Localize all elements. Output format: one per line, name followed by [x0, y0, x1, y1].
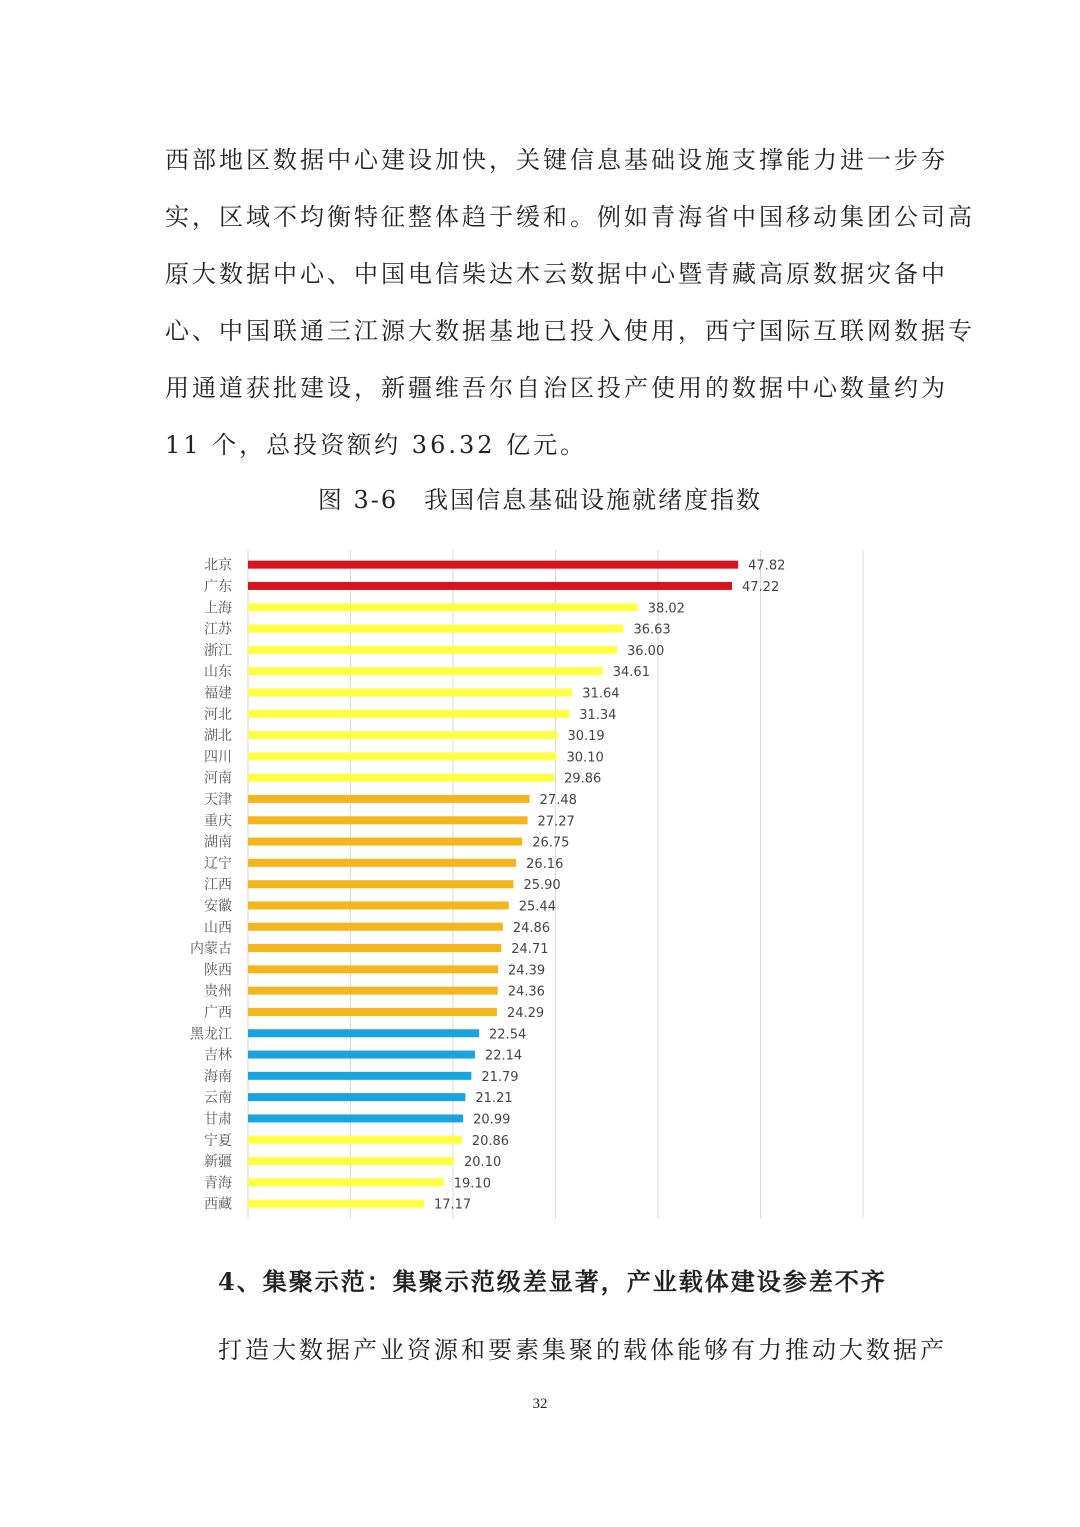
category-label: 宁夏	[204, 1132, 232, 1149]
bar	[248, 1178, 444, 1186]
category-label: 浙江	[204, 642, 232, 659]
data-label: 34.61	[612, 665, 650, 681]
data-label: 22.14	[484, 1048, 523, 1064]
category-label: 陕西	[204, 962, 232, 979]
data-label: 24.39	[507, 963, 546, 979]
category-label: 贵州	[204, 983, 232, 1000]
bar	[248, 816, 528, 824]
category-label: 河南	[204, 770, 232, 787]
data-label: 20.99	[473, 1112, 511, 1128]
bar	[248, 731, 557, 739]
data-label: 21.21	[475, 1091, 513, 1107]
section-heading: 4、集聚示范：集聚示范级差显著，产业载体建设参差不齐	[218, 1267, 887, 1296]
bar	[248, 625, 623, 633]
category-label: 广西	[204, 1004, 232, 1021]
bar	[248, 1114, 463, 1122]
category-label: 广东	[204, 578, 232, 595]
data-label: 24.29	[506, 1005, 545, 1021]
bar	[248, 1200, 424, 1208]
bar	[248, 1029, 479, 1037]
bar	[248, 880, 513, 888]
data-label: 22.54	[489, 1027, 527, 1043]
category-label: 江苏	[204, 621, 232, 638]
bar	[248, 1072, 471, 1080]
figure-caption: 图 3-6 我国信息基础设施就绪度指数	[317, 486, 763, 514]
data-label: 24.71	[511, 942, 549, 958]
category-label: 黑龙江	[190, 1026, 232, 1043]
bar	[248, 923, 503, 931]
category-label: 甘肃	[204, 1111, 232, 1128]
data-label: 20.10	[464, 1155, 502, 1171]
paragraph-line: 打造大数据产业资源和要素集聚的载体能够有力推动大数据产	[218, 1336, 947, 1364]
category-label: 新疆	[204, 1154, 232, 1171]
category-label: 安徽	[204, 898, 232, 915]
chart-container	[160, 548, 880, 1220]
category-label: 海南	[204, 1068, 232, 1085]
data-label: 47.82	[748, 558, 786, 574]
category-label: 北京	[204, 557, 232, 574]
data-label: 31.64	[582, 686, 620, 702]
data-label: 24.86	[512, 920, 551, 936]
bar	[248, 1157, 454, 1165]
data-label: 25.44	[518, 899, 556, 915]
category-label: 湖北	[204, 728, 232, 745]
data-label: 19.10	[453, 1176, 491, 1192]
bar	[248, 859, 516, 867]
bar	[248, 603, 638, 611]
data-label: 27.27	[537, 814, 575, 830]
bar	[248, 1051, 475, 1059]
bar	[248, 688, 572, 696]
category-label: 四川	[204, 749, 232, 766]
paragraph-line: 用通道获批建设，新疆维吾尔自治区投产使用的数据中心数量约为	[165, 374, 948, 402]
data-label: 36.63	[633, 622, 671, 638]
paragraph-line: 实，区域不均衡特征整体趋于缓和。例如青海省中国移动集团公司高	[165, 203, 975, 231]
paragraph-line: 心、中国联通三江源大数据基地已投入使用，西宁国际互联网数据专	[165, 317, 975, 345]
category-label: 天津	[204, 791, 232, 808]
bar	[248, 901, 509, 909]
data-label: 30.10	[566, 750, 604, 766]
data-label: 31.34	[579, 707, 617, 723]
category-label: 西藏	[204, 1196, 232, 1213]
paragraph-line: 西部地区数据中心建设加快，关键信息基础设施支撑能力进一步夯	[165, 146, 948, 174]
page-number: 32	[532, 1396, 548, 1412]
data-label: 29.86	[564, 771, 602, 787]
data-label: 36.00	[627, 643, 665, 659]
bar-chart	[160, 548, 880, 1220]
category-label: 青海	[204, 1175, 232, 1192]
paragraph-line: 11 个，总投资额约 36.32 亿元。	[165, 431, 588, 459]
data-label: 47.22	[742, 579, 780, 595]
bar	[248, 987, 498, 995]
bar	[248, 1008, 497, 1016]
body-paragraph-2	[218, 1322, 947, 1379]
category-label: 内蒙古	[190, 941, 232, 958]
bar	[248, 795, 530, 803]
data-label: 20.86	[471, 1133, 510, 1149]
bar	[248, 1093, 465, 1101]
category-label: 吉林	[204, 1047, 232, 1064]
bar	[248, 1136, 462, 1144]
bar	[248, 646, 617, 654]
category-label: 山东	[204, 664, 232, 681]
bar	[248, 710, 569, 718]
category-label: 重庆	[204, 813, 232, 830]
bar	[248, 667, 603, 675]
body-paragraph	[165, 132, 975, 474]
data-label: 38.02	[647, 601, 685, 617]
category-label: 湖南	[204, 834, 232, 851]
data-label: 17.17	[433, 1197, 472, 1213]
data-label: 30.19	[567, 729, 605, 745]
category-label: 山西	[204, 919, 232, 936]
paragraph-line: 原大数据中心、中国电信柴达木云数据中心暨青藏高原数据灾备中	[165, 260, 948, 288]
bar	[248, 965, 498, 973]
bar	[248, 582, 732, 590]
data-label: 24.36	[507, 984, 545, 1000]
bar	[248, 561, 738, 569]
bar	[248, 944, 501, 952]
data-label: 26.75	[532, 835, 570, 851]
data-label: 25.90	[523, 878, 561, 894]
category-label: 上海	[204, 600, 232, 617]
category-label: 江西	[204, 877, 232, 894]
category-label: 河北	[204, 706, 232, 723]
category-label: 辽宁	[204, 855, 232, 872]
bar	[248, 774, 554, 782]
category-label: 福建	[204, 685, 232, 702]
category-label: 云南	[204, 1090, 232, 1107]
data-label: 27.48	[539, 792, 577, 808]
bar	[248, 752, 557, 760]
data-label: 26.16	[526, 856, 564, 872]
bar	[248, 838, 522, 846]
data-label: 21.79	[481, 1069, 519, 1085]
